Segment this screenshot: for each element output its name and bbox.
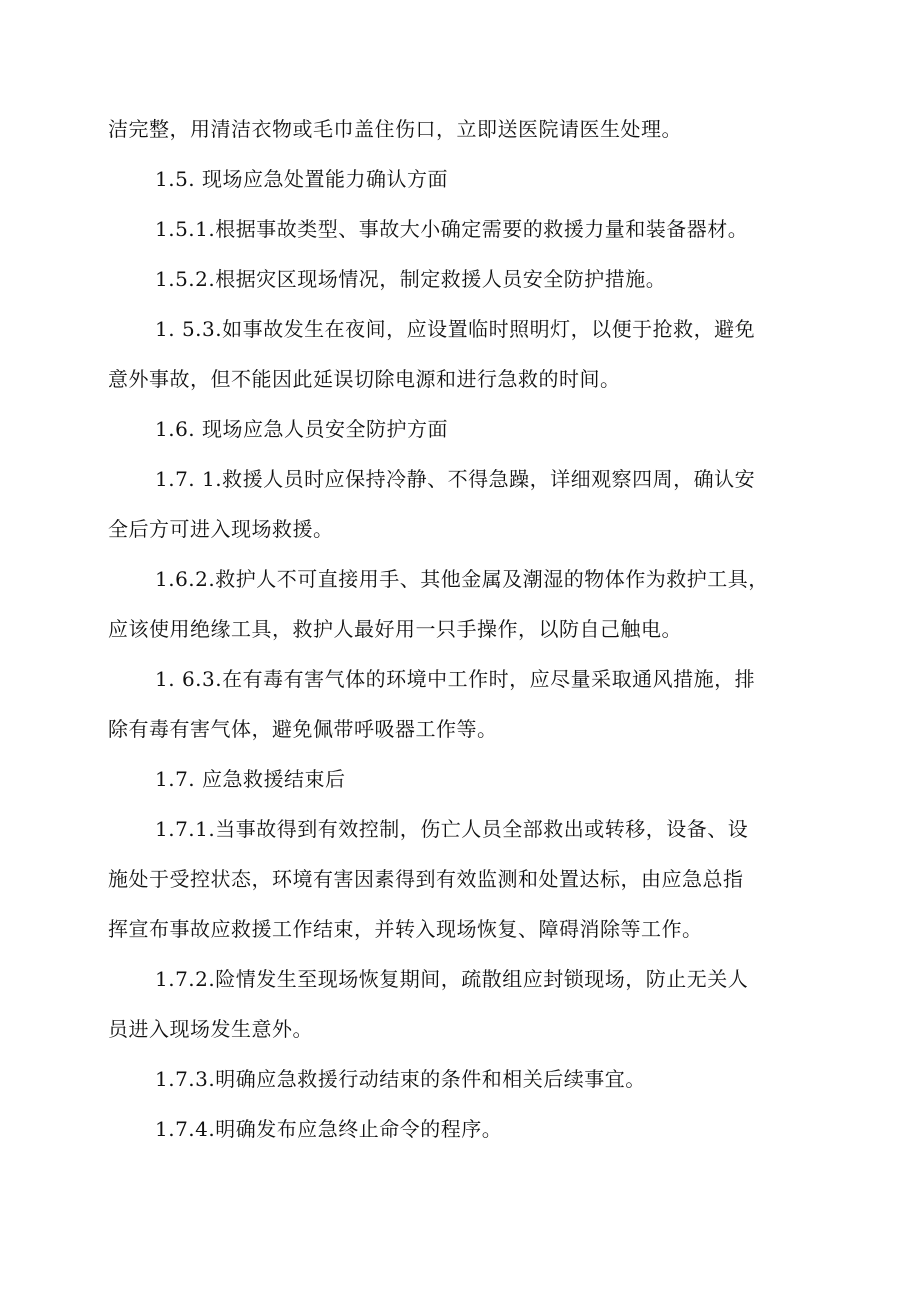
paragraph-line: 1.5.2.根据灾区现场情况，制定救援人员安全防护措施。 [155,267,667,291]
paragraph-line: 施处于受控状态，环境有害因素得到有效监测和处置达标，由应急总指 [108,867,744,891]
paragraph-line: 1.7.1.当事故得到有效控制，伤亡人员全部救出或转移，设备、设 [155,817,749,841]
paragraph-line: 除有毒有害气体，避免佩带呼吸器工作等。 [108,717,498,741]
paragraph-line: 1.7.4.明确发布应急终止命令的程序。 [155,1117,503,1141]
paragraph-line: 1. 6.3.在有毒有害气体的环境中工作时，应尽量采取通风措施，排 [155,667,756,691]
section-heading: 1.5. 现场应急处置能力确认方面 [155,167,449,191]
paragraph-line: 1.7. 1.救援人员时应保持冷静、不得急躁，详细观察四周，确认安 [155,467,756,491]
paragraph-line: 1.7.3.明确应急救援行动结束的条件和相关后续事宜。 [155,1067,646,1091]
paragraph-line: 应该使用绝缘工具，救护人最好用一只手操作，以防自己触电。 [108,617,682,641]
paragraph-line: 意外事故，但不能因此延误切除电源和进行急救的时间。 [108,367,621,391]
paragraph-line: 1.6.2.救护人不可直接用手、其他金属及潮湿的物体作为救护工具， [155,567,769,591]
paragraph-line: 挥宣布事故应救援工作结束，并转入现场恢复、障碍消除等工作。 [108,917,703,941]
paragraph-line: 1. 5.3.如事故发生在夜间，应设置临时照明灯，以便于抢救，避免 [155,317,756,341]
paragraph-line: 员进入现场发生意外。 [108,1017,313,1041]
section-heading: 1.7. 应急救援结束后 [155,767,346,791]
paragraph-line: 洁完整，用清洁衣物或毛巾盖住伤口，立即送医院请医生处理。 [108,117,682,141]
paragraph-line: 全后方可进入现场救援。 [108,517,334,541]
paragraph-line: 1.5.1.根据事故类型、事故大小确定需要的救援力量和装备器材。 [155,217,749,241]
paragraph-line: 1.7.2.险情发生至现场恢复期间，疏散组应封锁现场，防止无关人 [155,967,749,991]
section-heading: 1.6. 现场应急人员安全防护方面 [155,417,449,441]
